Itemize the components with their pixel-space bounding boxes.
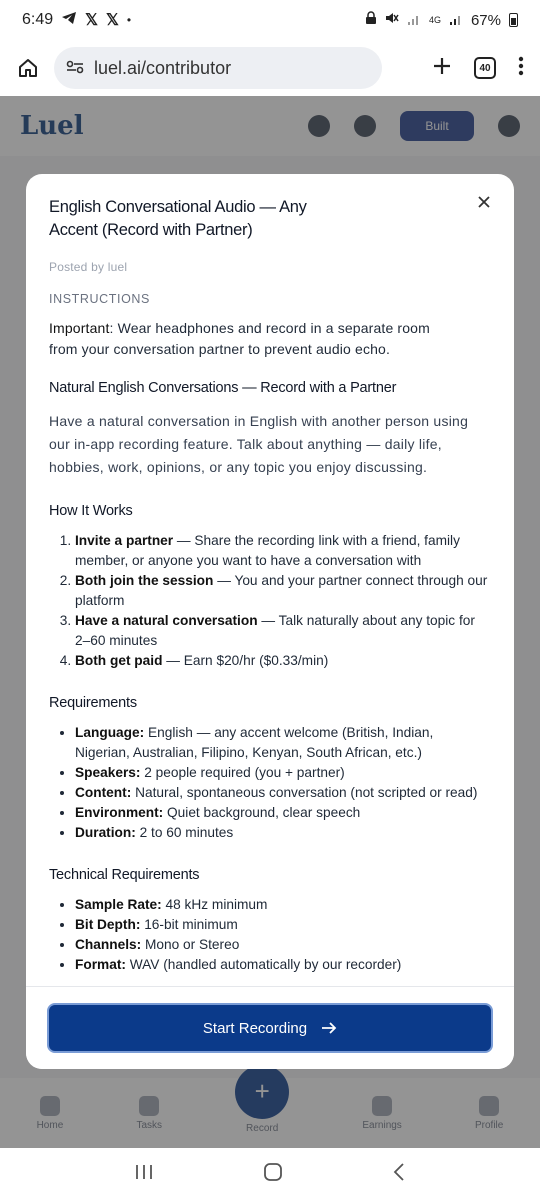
requirements-list [49, 723, 488, 843]
battery-percent: 67% [470, 11, 501, 29]
list-item: • Duration: 2 to 60 minutes [75, 823, 488, 843]
list-item: 2. Both join the session — You and your partner connect through our platform [75, 571, 488, 611]
how-it-works-heading: How It Works [49, 503, 133, 519]
plus-icon [432, 56, 452, 76]
list-item: • Channels: Mono or Stereo [75, 935, 488, 955]
list-item: 4. Both get paid — Earn $20/hr ($0.33/min) [75, 651, 488, 671]
start-recording-label: Start Recording [202, 1019, 308, 1037]
start-recording-button[interactable] [47, 1003, 493, 1053]
list-item: • Language: English — any accent welcome (British, Indian, Nigerian, Australian, Filipino, Kenyan, South African, etc.) [75, 723, 488, 763]
lock-icon [365, 11, 377, 29]
battery-icon [509, 13, 518, 27]
modal-footer [26, 986, 514, 1069]
requirements-heading: Requirements [49, 695, 137, 711]
technical-heading: Technical Requirements [49, 867, 200, 883]
home-circle-icon [263, 1162, 283, 1182]
telegram-icon [61, 11, 77, 30]
home-button[interactable] [12, 52, 44, 84]
status-bar [0, 0, 540, 40]
list-item: • Format: WAV (handled automatically by our recorder) [75, 955, 488, 975]
clock: 6:49 [22, 11, 54, 28]
cell-signal-icon [449, 12, 463, 29]
x-icon-2: 𝕏 [106, 12, 119, 29]
instructions-label: INSTRUCTIONS [49, 292, 150, 306]
list-item: 3. Have a natural conversation — Talk naturally about any topic for 2–60 minutes [75, 611, 488, 651]
modal-title: English Conversational Audio — Any Accent (Record with Partner) [49, 198, 307, 239]
new-tab-button[interactable] [432, 56, 452, 81]
list-item: • Sample Rate: 48 kHz minimum [75, 895, 488, 915]
list-item: 1. Invite a partner — Share the recording link with a friend, family member, or anyone you want to have a conversation with [75, 531, 488, 571]
back-icon [392, 1162, 406, 1182]
tab-switcher-button[interactable]: 40 [474, 57, 496, 79]
section-heading: Natural English Conversations — Record with a Partner [49, 380, 397, 396]
more-menu-button[interactable] [518, 56, 524, 81]
list-item: • Environment: Quiet background, clear speech [75, 803, 488, 823]
posted-by: Posted by luel [49, 260, 128, 274]
steps-list [49, 531, 488, 671]
address-bar[interactable] [54, 47, 382, 89]
back-button[interactable] [392, 1162, 406, 1187]
more-vertical-icon [518, 56, 524, 76]
system-nav-bar [0, 1148, 540, 1200]
list-item: • Speakers: 2 people required (you + partner) [75, 763, 488, 783]
home-icon [17, 57, 39, 79]
mute-icon [385, 11, 399, 29]
arrow-right-icon [321, 1021, 337, 1035]
modal-content[interactable] [26, 174, 514, 986]
important-note [49, 318, 459, 360]
notification-dot-icon: • [126, 13, 132, 27]
network-type: 4G [428, 15, 441, 25]
list-item: • Bit Depth: 16-bit minimum [75, 915, 488, 935]
site-settings-icon[interactable] [66, 58, 84, 79]
x-icon: 𝕏 [85, 12, 99, 29]
wifi-signal-icon [407, 12, 421, 29]
list-item: • Content: Natural, spontaneous conversation (not scripted or read) [75, 783, 488, 803]
important-text: : Wear headphones and record in a separate room from your conversation partner to prevent audio echo. [49, 320, 430, 357]
recent-apps-button[interactable] [134, 1163, 154, 1186]
intro-paragraph: Have a natural conversation in English with another person using our in-app recording feature. Talk about anything — daily life, hobbies, work, opinions, or any topic you enjoy discussing. [49, 413, 469, 475]
important-label: Important [49, 320, 110, 336]
recents-icon [134, 1163, 154, 1181]
home-system-button[interactable] [263, 1162, 283, 1187]
browser-toolbar [0, 40, 540, 96]
task-modal [26, 174, 514, 1069]
url-text[interactable]: luel.ai/contributor [94, 57, 232, 78]
technical-list [49, 895, 488, 975]
